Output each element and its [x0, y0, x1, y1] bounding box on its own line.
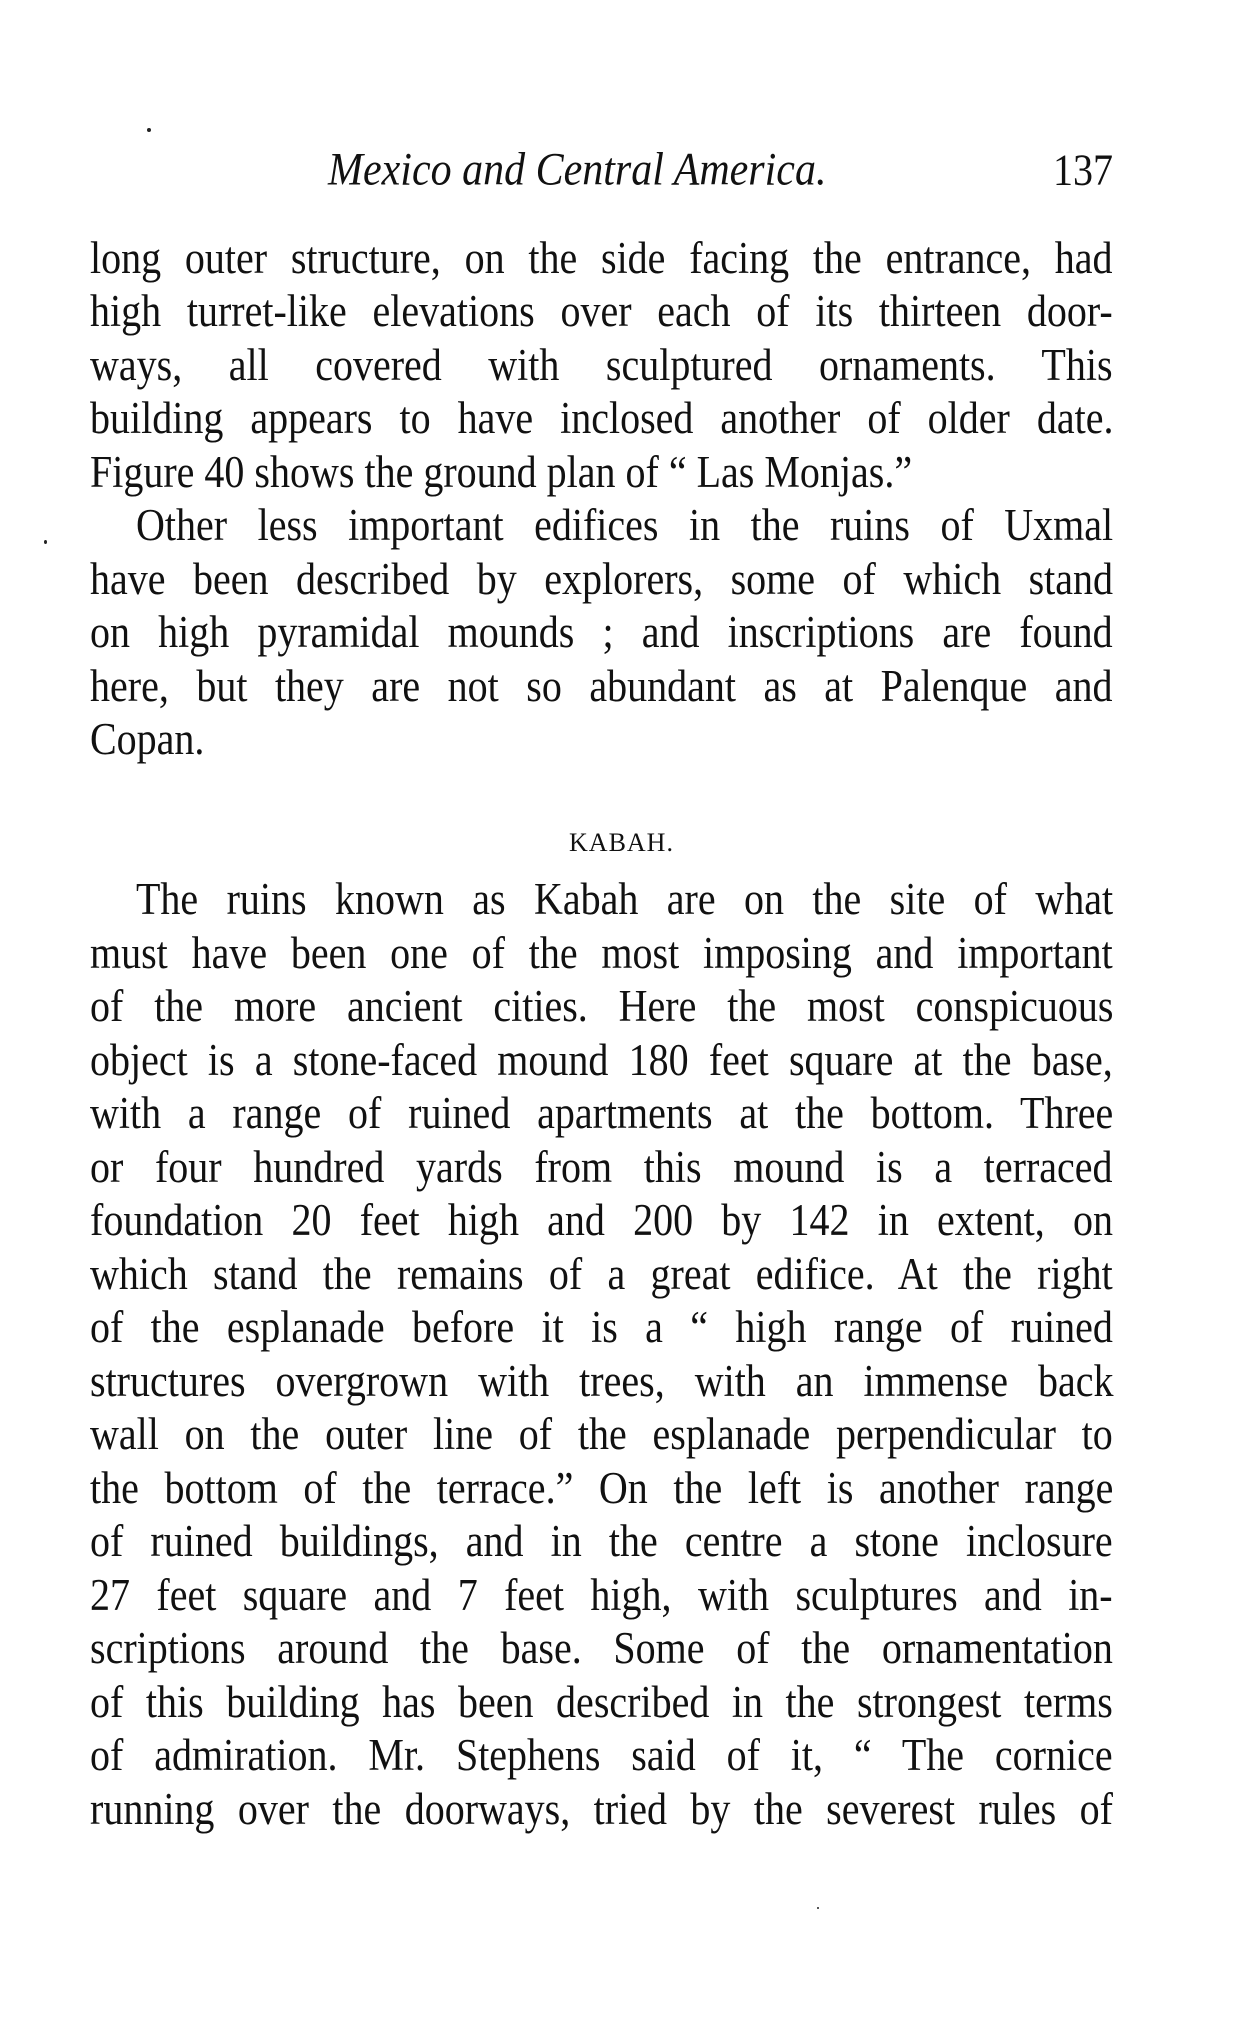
print-speck [44, 540, 47, 544]
text-line: running over the doorways, tried by the severest rules of [90, 1782, 1113, 1835]
section-heading: KABAH. [569, 828, 674, 857]
text-line: structures overgrown with trees, with an immense back [90, 1354, 1114, 1407]
text-line: The ruins known as Kabah are on the site of what [136, 872, 1114, 925]
text-line: scriptions around the base. Some of the ornamentation [90, 1621, 1113, 1674]
text-line: building appears to have inclosed another of older date. [90, 391, 1114, 444]
text-line: Copan. [90, 712, 205, 765]
text-line: of admiration. Mr. Stephens said of it, “ The cornice [90, 1728, 1113, 1781]
text-line: on high pyramidal mounds ; and inscriptions are found [90, 605, 1113, 658]
text-line: or four hundred yards from this mound is a terraced [90, 1140, 1113, 1193]
text-line: long outer structure, on the side facing the entrance, had [90, 231, 1113, 284]
text-line: must have been one of the most imposing and important [90, 926, 1113, 979]
text-line: with a range of ruined apartments at the bottom. Three [90, 1086, 1114, 1139]
text-line: of ruined buildings, and in the centre a stone inclosure [90, 1514, 1113, 1567]
text-line: of the esplanade before it is a “ high range of ruined [90, 1300, 1113, 1353]
text-line: of this building has been described in the strongest terms [90, 1675, 1113, 1728]
text-line: ways, all covered with sculptured ornaments. This [90, 338, 1113, 391]
text-line: here, but they are not so abundant as at Palenque and [90, 659, 1113, 712]
text-line: wall on the outer line of the esplanade perpendicular to [90, 1407, 1113, 1460]
text-line: Other less important edifices in the ruins of Uxmal [136, 498, 1114, 551]
page-number: 137 [1053, 144, 1113, 195]
text-line: object is a stone-faced mound 180 feet square at the base, [90, 1033, 1113, 1086]
text-line: have been described by explorers, some of which stand [90, 552, 1114, 605]
text-line: 27 feet square and 7 feet high, with sculptures and in- [90, 1568, 1113, 1621]
text-line: Figure 40 shows the ground plan of “ Las Monjas.” [90, 445, 913, 498]
text-line: of the more ancient cities. Here the most conspicuous [90, 979, 1114, 1032]
running-head-title: Mexico and Central America. [328, 144, 827, 196]
text-line: foundation 20 feet high and 200 by 142 in extent, on [90, 1193, 1113, 1246]
text-line: which stand the remains of a great edifice. At the right [90, 1247, 1113, 1300]
text-line: the bottom of the terrace.” On the left is another range [90, 1461, 1114, 1514]
text-line: high turret-like elevations over each of its thirteen door- [90, 284, 1113, 337]
